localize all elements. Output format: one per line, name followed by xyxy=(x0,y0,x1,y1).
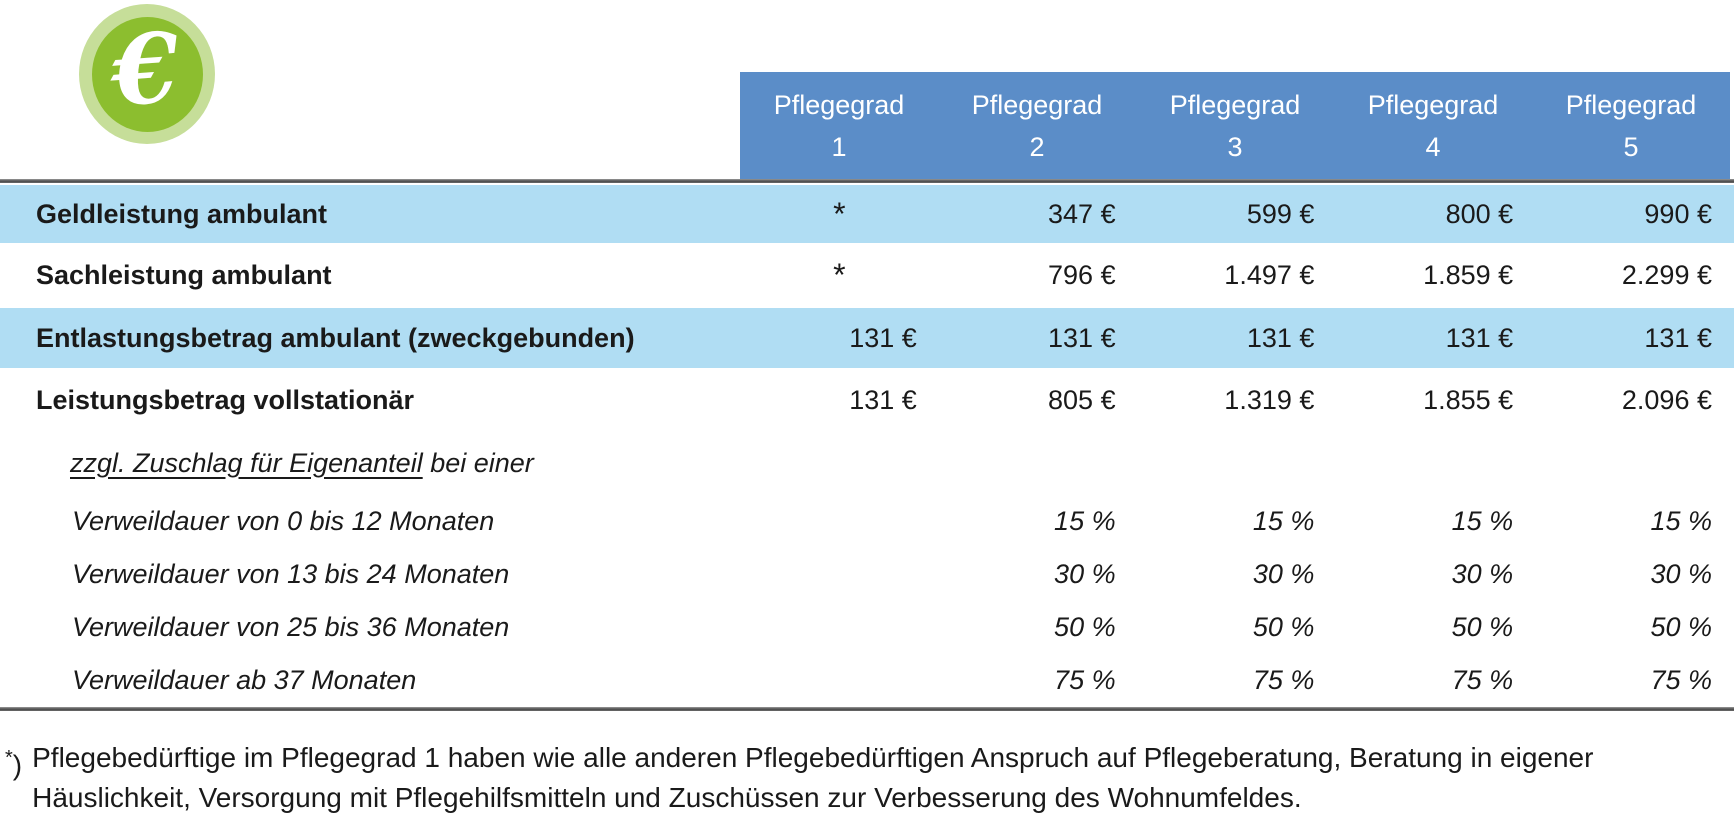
cell-value: 1.855 € xyxy=(1423,384,1514,415)
row-label xyxy=(0,448,740,479)
cell-value: 2.096 € xyxy=(1621,384,1712,415)
row-label: Verweildauer von 0 bis 12 Monaten xyxy=(72,506,495,536)
cell-value: 796 € xyxy=(1048,260,1116,290)
cell-value: 990 € xyxy=(1644,198,1712,229)
cell-value: 75 % xyxy=(1054,665,1116,695)
cell-value: 30 % xyxy=(1054,559,1116,589)
header-grade-number: 1 xyxy=(831,131,847,162)
footnote-paren: ) xyxy=(12,749,23,781)
euro-symbol: € xyxy=(107,10,183,129)
table-row-leistungsbetrag-vollstationaer xyxy=(0,368,1734,432)
header-label: Pflegegrad xyxy=(1367,89,1499,120)
table-header-row xyxy=(740,72,1730,179)
cell-value: 599 € xyxy=(1246,198,1315,229)
cell-value: 131 € xyxy=(849,322,917,353)
header-label: Pflegegrad xyxy=(971,89,1103,120)
header-label: Pflegegrad xyxy=(1565,89,1697,120)
header-cell-pflegegrad-4 xyxy=(1334,72,1532,179)
footnote-text xyxy=(32,738,1593,818)
benefits-table xyxy=(0,72,1734,711)
row-label: Geldleistung ambulant xyxy=(36,198,328,229)
cell-value: 1.319 € xyxy=(1224,384,1315,415)
header-grade-number: 3 xyxy=(1227,131,1243,162)
row-label-underlined: zzgl. Zuschlag für Eigenanteil xyxy=(70,448,423,478)
cell-value: 30 % xyxy=(1650,559,1712,589)
table-body xyxy=(0,185,1734,707)
cell-value: 131 € xyxy=(1048,322,1116,353)
header-cell-pflegegrad-2 xyxy=(938,72,1136,179)
header-cell-pflegegrad-3 xyxy=(1136,72,1334,179)
header-grade-number: 2 xyxy=(1029,131,1045,162)
cell-value: 15 % xyxy=(1451,506,1514,536)
cell-value: 75 % xyxy=(1650,665,1712,695)
cell-value: 50 % xyxy=(1650,612,1712,642)
table-row-zuschlag-eigenanteil xyxy=(0,432,1734,495)
cell-value: 800 € xyxy=(1445,198,1514,229)
cell-value: 50 % xyxy=(1252,612,1315,642)
row-label: Leistungsbetrag vollstationär xyxy=(36,384,415,415)
row-label-rest: bei einer xyxy=(422,448,534,478)
cell-value: 131 € xyxy=(1644,322,1712,353)
table-row-verweildauer-0-12 xyxy=(0,495,1734,548)
cell-value: 75 % xyxy=(1451,665,1514,695)
table-row-verweildauer-13-24 xyxy=(0,548,1734,601)
footnote-line-1: Pflegebedürftige im Pflegegrad 1 haben wie alle anderen Pflegebedürftigen Anspruch auf Pflegeberatung, Beratung in eigener xyxy=(32,742,1594,773)
row-label: Verweildauer ab 37 Monaten xyxy=(72,665,417,695)
header-cell-pflegegrad-1 xyxy=(740,72,938,179)
footnote-line-2: Häuslichkeit, Versorgung mit Pflegehilfsmitteln und Zuschüssen zur Verbesserung des Wohnumfeldes. xyxy=(32,782,1302,813)
row-label: Sachleistung ambulant xyxy=(36,260,332,290)
cell-value: 15 % xyxy=(1054,506,1116,536)
cell-value: 15 % xyxy=(1252,506,1315,536)
cell-value: 131 € xyxy=(849,384,917,415)
cell-value: 131 € xyxy=(1246,322,1315,353)
table-row-sachleistung xyxy=(0,243,1734,308)
cell-value: 30 % xyxy=(1451,559,1514,589)
cell-value: 50 % xyxy=(1054,612,1116,642)
cell-value: 50 % xyxy=(1451,612,1514,642)
cell-value: 805 € xyxy=(1048,384,1116,415)
cell-value: 30 % xyxy=(1252,559,1315,589)
table-row-verweildauer-ab-37 xyxy=(0,654,1734,707)
row-label: Verweildauer von 25 bis 36 Monaten xyxy=(72,612,510,642)
cell-value: 1.497 € xyxy=(1224,260,1315,290)
cell-value: 75 % xyxy=(1252,665,1315,695)
table-row-entlastungsbetrag xyxy=(0,308,1734,368)
header-grade-number: 4 xyxy=(1425,131,1441,162)
footnote xyxy=(5,738,1593,818)
cell-value: 1.859 € xyxy=(1423,260,1514,290)
table-row-verweildauer-25-36 xyxy=(0,601,1734,654)
table-row-geldleistung xyxy=(0,185,1734,243)
footnote-marker xyxy=(5,738,22,785)
cell-value: 131 € xyxy=(1445,322,1514,353)
cell-value: 2.299 € xyxy=(1621,260,1712,290)
row-label: Entlastungsbetrag ambulant (zweckgebunden) xyxy=(36,322,635,353)
row-label: Verweildauer von 13 bis 24 Monaten xyxy=(72,559,510,589)
header-cell-pflegegrad-5 xyxy=(1532,72,1730,179)
cell-value: 15 % xyxy=(1650,506,1712,536)
header-label: Pflegegrad xyxy=(773,89,905,120)
header-label: Pflegegrad xyxy=(1169,89,1301,120)
footnote-asterisk: * xyxy=(5,747,13,769)
cell-value: 347 € xyxy=(1048,198,1116,229)
cell-value: * xyxy=(833,195,846,232)
bottom-divider-line xyxy=(0,707,1734,711)
cell-value: * xyxy=(833,257,846,293)
header-grade-number: 5 xyxy=(1623,131,1639,162)
